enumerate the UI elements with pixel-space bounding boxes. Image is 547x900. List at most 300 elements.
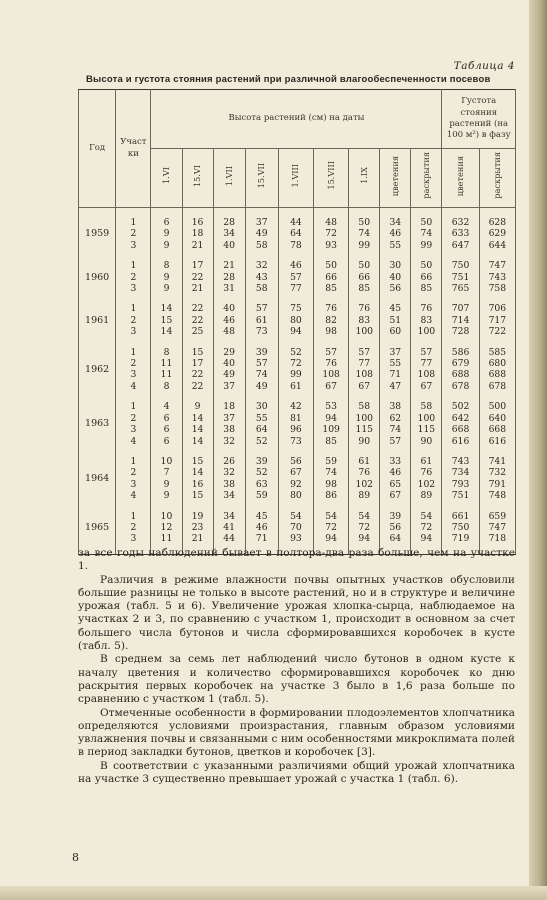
spacer-cell (151, 208, 182, 218)
spacer-cell (380, 392, 411, 401)
spacer-cell (79, 338, 116, 347)
value-cell: 46 (245, 522, 278, 533)
spacer-cell (182, 392, 213, 401)
value-cell: 679 (442, 358, 479, 369)
value-cell: 52 (278, 347, 313, 358)
value-cell: 707 (442, 303, 479, 314)
spacer-cell (442, 338, 479, 347)
value-cell: 108 (411, 369, 442, 380)
value-cell: 100 (411, 326, 442, 337)
column-header (349, 149, 380, 208)
spacer-cell (245, 251, 278, 260)
value-cell: 678 (479, 381, 515, 392)
value-cell: 70 (278, 522, 313, 533)
value-cell: 37 (213, 413, 245, 424)
spacer-cell (213, 294, 245, 303)
value-cell: 9 (151, 283, 182, 294)
value-cell: 66 (314, 272, 349, 283)
spacer-cell (380, 502, 411, 511)
value-cell: 46 (380, 467, 411, 478)
spacer-cell (116, 392, 151, 401)
year-cell: 1959 (79, 217, 116, 251)
value-cell: 39 (245, 456, 278, 467)
table-row (79, 326, 516, 337)
value-cell: 67 (314, 381, 349, 392)
plot-cell: 3 (116, 240, 151, 251)
paragraph-3: В среднем за семь лет наблюдений число бутонов в одном кусте к началу цветения и количество сформировавшихся коробочек ко дню раскрытия первых коробочек на участке 3 было в 1,6 раза больше по сравнению с участком 1 (табл. 5). (78, 653, 515, 706)
value-cell: 42 (278, 401, 313, 412)
value-cell: 49 (245, 228, 278, 239)
plot-cell: 1 (116, 511, 151, 522)
table-number: Таблица 4 (453, 60, 515, 72)
spacer-cell (245, 338, 278, 347)
column-header-label: цветения (455, 155, 466, 196)
spacer-cell (151, 447, 182, 456)
spacer-cell (278, 208, 313, 218)
spacer-cell (116, 208, 151, 218)
value-cell: 8 (151, 347, 182, 358)
value-cell: 22 (182, 272, 213, 283)
spacer-cell (479, 251, 515, 260)
value-cell: 64 (245, 424, 278, 435)
value-cell: 56 (380, 283, 411, 294)
value-cell: 16 (182, 217, 213, 228)
spacer-cell (278, 294, 313, 303)
value-cell: 99 (349, 240, 380, 251)
plot-cell: 2 (116, 358, 151, 369)
value-cell: 793 (442, 479, 479, 490)
value-cell: 616 (479, 436, 515, 447)
value-cell: 741 (479, 456, 515, 467)
value-cell: 83 (411, 315, 442, 326)
value-cell: 717 (479, 315, 515, 326)
value-cell: 72 (411, 522, 442, 533)
value-cell: 46 (278, 260, 313, 271)
table-row (79, 479, 516, 490)
spacer-cell (151, 251, 182, 260)
value-cell: 50 (349, 260, 380, 271)
spacer-cell (278, 502, 313, 511)
plot-cell: 1 (116, 456, 151, 467)
value-cell: 67 (380, 490, 411, 501)
plot-cell: 2 (116, 467, 151, 478)
value-cell: 61 (411, 456, 442, 467)
value-cell: 34 (213, 490, 245, 501)
value-cell: 63 (245, 479, 278, 490)
spacer-cell (380, 338, 411, 347)
value-cell: 706 (479, 303, 515, 314)
spacer-cell (314, 338, 349, 347)
value-cell: 21 (213, 260, 245, 271)
value-cell: 48 (314, 217, 349, 228)
value-cell: 37 (245, 217, 278, 228)
value-cell: 67 (349, 381, 380, 392)
column-header (442, 149, 479, 208)
plot-cell: 3 (116, 424, 151, 435)
spacer-cell (278, 338, 313, 347)
column-header-label: 1.VIII (290, 164, 301, 188)
spacer-cell (442, 294, 479, 303)
header-year: Год (79, 90, 116, 208)
value-cell: 585 (479, 347, 515, 358)
value-cell: 65 (380, 479, 411, 490)
spacer-cell (314, 208, 349, 218)
value-cell: 14 (151, 303, 182, 314)
value-cell: 77 (349, 358, 380, 369)
value-cell: 26 (213, 456, 245, 467)
table-row (79, 436, 516, 447)
value-cell: 18 (182, 228, 213, 239)
value-cell: 81 (278, 413, 313, 424)
table-row (79, 347, 516, 358)
value-cell: 58 (245, 240, 278, 251)
value-cell: 502 (442, 401, 479, 412)
value-cell: 19 (182, 511, 213, 522)
spacer-cell (182, 502, 213, 511)
spacer-cell (411, 338, 442, 347)
value-cell: 58 (349, 401, 380, 412)
table-row (79, 413, 516, 424)
value-cell: 659 (479, 511, 515, 522)
value-cell: 92 (278, 479, 313, 490)
value-cell: 57 (380, 436, 411, 447)
value-cell: 743 (442, 456, 479, 467)
value-cell: 28 (213, 272, 245, 283)
value-cell: 765 (442, 283, 479, 294)
value-cell: 82 (314, 315, 349, 326)
year-cell: 1964 (79, 456, 116, 502)
spacer-cell (314, 447, 349, 456)
column-header-label: 15.VI (192, 164, 203, 187)
value-cell: 40 (380, 272, 411, 283)
value-cell: 21 (182, 283, 213, 294)
spacer-cell (79, 251, 116, 260)
value-cell: 37 (380, 347, 411, 358)
spacer-cell (479, 294, 515, 303)
value-cell: 50 (349, 217, 380, 228)
value-cell: 732 (479, 467, 515, 478)
spacer-cell (79, 447, 116, 456)
value-cell: 93 (278, 533, 313, 544)
paragraph-5: В соответствии с указанными различиями общий урожай хлопчатника на участке 3 существенно превышает урожай с участка 1 (табл. 6). (78, 759, 515, 786)
value-cell: 54 (349, 511, 380, 522)
book-spine (529, 0, 547, 900)
spacer-cell (151, 294, 182, 303)
table-title: Высота и густота стояния растений при различной влагообеспеченности посевов (86, 74, 491, 85)
value-cell: 25 (182, 326, 213, 337)
spacer-cell (245, 294, 278, 303)
value-cell: 89 (411, 490, 442, 501)
value-cell: 647 (442, 240, 479, 251)
value-cell: 108 (349, 369, 380, 380)
value-cell: 661 (442, 511, 479, 522)
plot-cell: 1 (116, 217, 151, 228)
spacer-cell (116, 447, 151, 456)
spacer-cell (411, 251, 442, 260)
value-cell: 40 (213, 303, 245, 314)
value-cell: 67 (411, 381, 442, 392)
plot-cell: 1 (116, 303, 151, 314)
value-cell: 38 (213, 424, 245, 435)
spacer-cell (349, 208, 380, 218)
value-cell: 14 (182, 436, 213, 447)
spacer-cell (349, 447, 380, 456)
value-cell: 89 (349, 490, 380, 501)
value-cell: 16 (182, 479, 213, 490)
column-header (278, 149, 313, 208)
table-row (79, 456, 516, 467)
value-cell: 76 (411, 467, 442, 478)
year-cell: 1962 (79, 347, 116, 393)
spacer-cell (182, 251, 213, 260)
value-cell: 57 (411, 347, 442, 358)
spacer-cell (182, 447, 213, 456)
value-cell: 751 (442, 490, 479, 501)
value-cell: 76 (411, 303, 442, 314)
value-cell: 46 (213, 315, 245, 326)
table-row (79, 511, 516, 522)
plot-cell: 2 (116, 413, 151, 424)
value-cell: 640 (479, 413, 515, 424)
spacer-cell (479, 502, 515, 511)
value-cell: 94 (314, 533, 349, 544)
value-cell: 58 (245, 283, 278, 294)
value-cell: 61 (349, 456, 380, 467)
plot-cell: 3 (116, 479, 151, 490)
value-cell: 30 (380, 260, 411, 271)
value-cell: 64 (278, 228, 313, 239)
spacer-cell (442, 251, 479, 260)
spacer-cell (116, 251, 151, 260)
value-cell: 688 (479, 369, 515, 380)
value-cell: 628 (479, 217, 515, 228)
value-cell: 56 (380, 522, 411, 533)
year-cell: 1965 (79, 511, 116, 545)
value-cell: 99 (411, 240, 442, 251)
value-cell: 108 (314, 369, 349, 380)
value-cell: 76 (349, 467, 380, 478)
value-cell: 17 (182, 260, 213, 271)
value-cell: 22 (182, 303, 213, 314)
plot-cell: 2 (116, 228, 151, 239)
value-cell: 54 (278, 511, 313, 522)
value-cell: 94 (349, 533, 380, 544)
value-cell: 747 (479, 260, 515, 271)
spacer-cell (314, 502, 349, 511)
value-cell: 29 (213, 347, 245, 358)
spacer-cell (380, 251, 411, 260)
value-cell: 678 (442, 381, 479, 392)
plot-cell: 3 (116, 369, 151, 380)
value-cell: 14 (182, 467, 213, 478)
column-header-label: 1.IX (358, 167, 369, 185)
value-cell: 11 (151, 533, 182, 544)
value-cell: 9 (151, 228, 182, 239)
spacer-cell (380, 447, 411, 456)
value-cell: 40 (213, 358, 245, 369)
value-cell: 53 (314, 401, 349, 412)
value-cell: 72 (349, 522, 380, 533)
spacer-cell (278, 447, 313, 456)
value-cell: 17 (182, 358, 213, 369)
value-cell: 14 (151, 326, 182, 337)
value-cell: 30 (245, 401, 278, 412)
value-cell: 71 (380, 369, 411, 380)
spacer-cell (213, 208, 245, 218)
value-cell: 743 (479, 272, 515, 283)
table-row (79, 381, 516, 392)
spacer-cell (182, 208, 213, 218)
plot-cell: 4 (116, 381, 151, 392)
plot-cell: 1 (116, 260, 151, 271)
value-cell: 34 (380, 217, 411, 228)
column-header (182, 149, 213, 208)
value-cell: 50 (411, 260, 442, 271)
value-cell: 6 (151, 413, 182, 424)
spacer-cell (442, 392, 479, 401)
spacer-cell (411, 502, 442, 511)
value-cell: 50 (314, 260, 349, 271)
paragraph-4: Отмеченные особенности в формировании плодоэлементов хлопчатника определяются условиями произрастания, главным образом условиями увлажнения почвы и связанными с ним особенностями микроклимата полей в период закладки бутонов, цветков и коробочек [3]. (78, 706, 515, 759)
value-cell: 9 (151, 272, 182, 283)
value-cell: 7 (151, 467, 182, 478)
spacer-cell (380, 208, 411, 218)
value-cell: 44 (278, 217, 313, 228)
value-cell: 22 (182, 315, 213, 326)
plot-cell: 2 (116, 272, 151, 283)
value-cell: 15 (151, 315, 182, 326)
value-cell: 14 (182, 413, 213, 424)
value-cell: 72 (314, 228, 349, 239)
spacer-cell (151, 338, 182, 347)
value-cell: 73 (278, 436, 313, 447)
spacer-cell (349, 251, 380, 260)
value-cell: 9 (182, 401, 213, 412)
value-cell: 11 (151, 358, 182, 369)
value-cell: 80 (278, 490, 313, 501)
year-cell: 1963 (79, 401, 116, 447)
value-cell: 734 (442, 467, 479, 478)
value-cell: 9 (151, 490, 182, 501)
value-cell: 94 (411, 533, 442, 544)
value-cell: 72 (314, 522, 349, 533)
value-cell: 85 (314, 436, 349, 447)
value-cell: 74 (380, 424, 411, 435)
value-cell: 6 (151, 424, 182, 435)
value-cell: 85 (349, 283, 380, 294)
value-cell: 719 (442, 533, 479, 544)
value-cell: 57 (314, 347, 349, 358)
value-cell: 38 (380, 401, 411, 412)
value-cell: 55 (380, 358, 411, 369)
value-cell: 102 (349, 479, 380, 490)
column-header (213, 149, 245, 208)
spacer-cell (349, 502, 380, 511)
value-cell: 728 (442, 326, 479, 337)
column-header (314, 149, 349, 208)
value-cell: 66 (411, 272, 442, 283)
value-cell: 500 (479, 401, 515, 412)
value-cell: 51 (380, 315, 411, 326)
plot-cell: 3 (116, 326, 151, 337)
table-row (79, 533, 516, 544)
spacer-cell (349, 338, 380, 347)
spacer-cell (479, 447, 515, 456)
body-text (78, 547, 515, 786)
table-row (79, 240, 516, 251)
column-header (151, 149, 182, 208)
spacer-cell (182, 338, 213, 347)
value-cell: 633 (442, 228, 479, 239)
page-number: 8 (72, 851, 79, 864)
value-cell: 50 (411, 217, 442, 228)
value-cell: 18 (213, 401, 245, 412)
value-cell: 67 (278, 467, 313, 478)
value-cell: 32 (245, 260, 278, 271)
spacer-cell (182, 294, 213, 303)
value-cell: 41 (213, 522, 245, 533)
value-cell: 98 (314, 326, 349, 337)
value-cell: 586 (442, 347, 479, 358)
value-cell: 722 (479, 326, 515, 337)
value-cell: 9 (151, 479, 182, 490)
value-cell: 57 (245, 303, 278, 314)
value-cell: 64 (380, 533, 411, 544)
value-cell: 22 (182, 381, 213, 392)
value-cell: 4 (151, 401, 182, 412)
spacer-cell (213, 447, 245, 456)
value-cell: 52 (245, 467, 278, 478)
plot-cell: 3 (116, 283, 151, 294)
value-cell: 748 (479, 490, 515, 501)
spacer-cell (411, 208, 442, 218)
column-header-label: цветения (389, 155, 400, 196)
value-cell: 629 (479, 228, 515, 239)
value-cell: 102 (411, 479, 442, 490)
year-cell: 1960 (79, 260, 116, 294)
column-header-label: 15.VII (256, 163, 267, 189)
spacer-cell (245, 502, 278, 511)
value-cell: 43 (245, 272, 278, 283)
table-row (79, 315, 516, 326)
paragraph-continuation: за все годы наблюдений бывает в полтора-два раза больше, чем на участке 1. (78, 547, 515, 573)
value-cell: 12 (151, 522, 182, 533)
page-edge (0, 886, 547, 900)
spacer-cell (245, 208, 278, 218)
spacer-cell (411, 447, 442, 456)
value-cell: 45 (380, 303, 411, 314)
value-cell: 718 (479, 533, 515, 544)
spacer-cell (442, 208, 479, 218)
column-header-label: 15.VIII (325, 161, 336, 191)
header-height-group: Высота растений (см) на даты (151, 90, 442, 149)
value-cell: 49 (213, 369, 245, 380)
value-cell: 78 (278, 240, 313, 251)
value-cell: 758 (479, 283, 515, 294)
table-body (79, 208, 516, 555)
table-row (79, 260, 516, 271)
value-cell: 39 (245, 347, 278, 358)
value-cell: 632 (442, 217, 479, 228)
value-cell: 52 (245, 436, 278, 447)
table-row (79, 522, 516, 533)
value-cell: 61 (278, 381, 313, 392)
value-cell: 46 (380, 228, 411, 239)
value-cell: 31 (213, 283, 245, 294)
value-cell: 76 (314, 303, 349, 314)
value-cell: 58 (411, 401, 442, 412)
value-cell: 32 (213, 467, 245, 478)
